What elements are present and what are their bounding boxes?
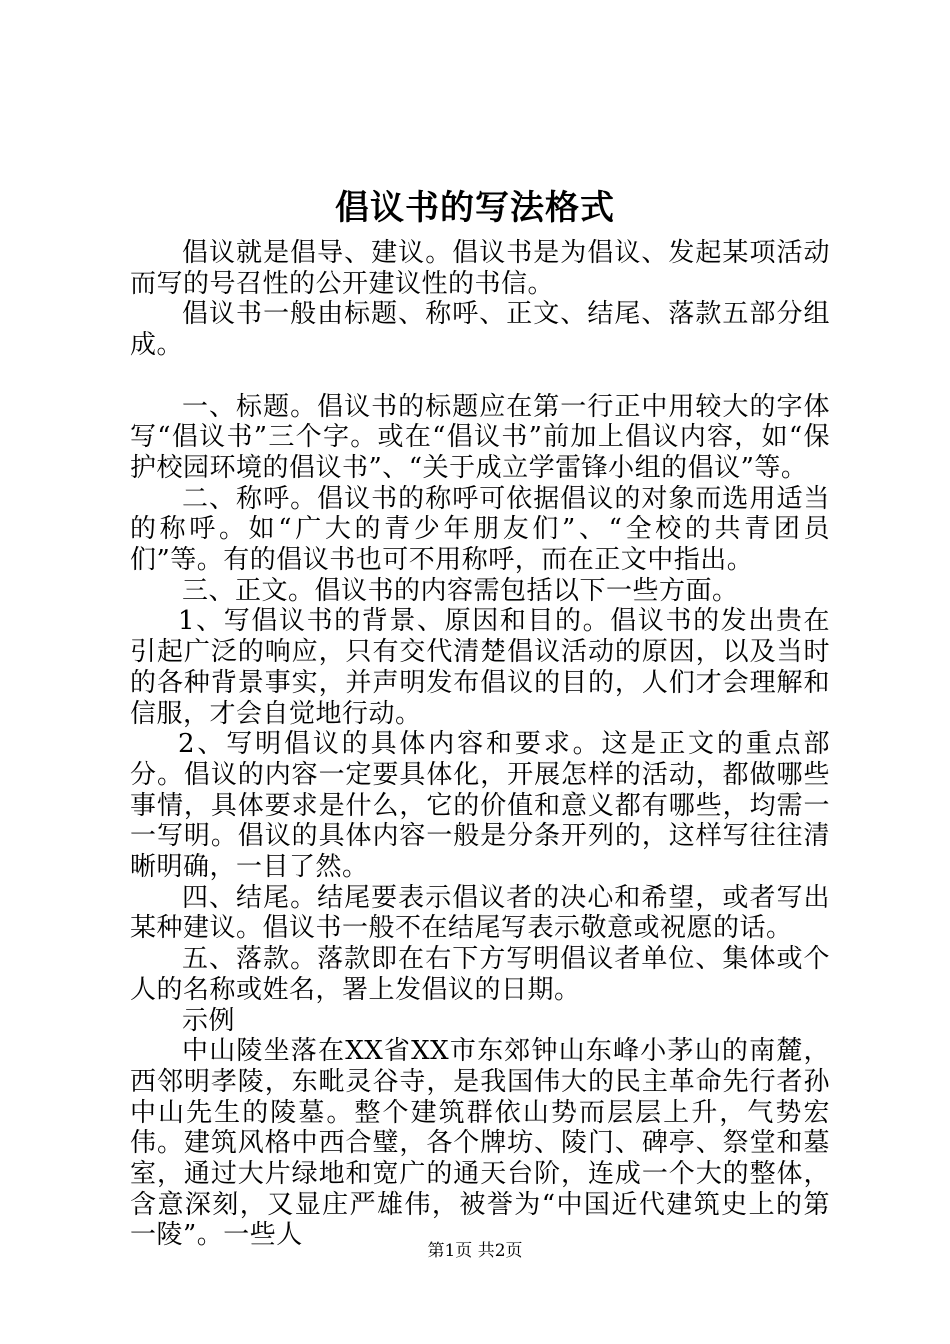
paragraph-section-salutation: 二、称呼。倡议书的称呼可依据倡议的对象而选用适当的称呼。如“广大的青少年朋友们”、“全校的共青团员们”等。有的倡议书也可不用称呼，而在正文中指出。	[130, 483, 830, 576]
paragraph-section-title: 一、标题。倡议书的标题应在第一行正中用较大的字体写“倡议书”三个字。或在“倡议书”前加上倡议内容，如“保护校园环境的倡议书”、“关于成立学雷锋小组的倡议”等。	[130, 391, 830, 483]
paragraph-item-background: 1、写倡议书的背景、原因和目的。倡议书的发出贵在引起广泛的响应，只有交代清楚倡议活动的原因，以及当时的各种背景事实，并声明发布倡议的目的，人们才会理解和信服，才会自觉地行动。	[130, 606, 830, 729]
document-body	[130, 238, 830, 1251]
paragraph-example-text: 中山陵坐落在XX省XX市东郊钟山东峰小茅山的南麓，西邻明孝陵，东毗灵谷寺，是我国伟大的民主革命先行者孙中山先生的陵墓。整个建筑群依山势而层层上升，气势宏伟。建筑风格中西合璧，各个牌坊、陵门、碑亭、祭堂和墓室，通过大片绿地和宽广的通天台阶，连成一个大的整体，含意深刻，又显庄严雄伟，被誉为“中国近代建筑史上的第一陵”。一些人	[130, 1036, 830, 1251]
paragraph-composition: 倡议书一般由标题、称呼、正文、结尾、落款五部分组成。	[130, 299, 830, 361]
paragraph-section-signature: 五、落款。落款即在右下方写明倡议者单位、集体或个人的名称或姓名，署上发倡议的日期。	[130, 944, 830, 1005]
document-title: 倡议书的写法格式	[335, 188, 615, 228]
paragraph-section-body: 三、正文。倡议书的内容需包括以下一些方面。	[182, 575, 739, 606]
paragraph-item-content: 2、写明倡议的具体内容和要求。这是正文的重点部分。倡议的内容一定要具体化，开展怎样的活动，都做哪些事情，具体要求是什么，它的价值和意义都有哪些，均需一一写明。倡议的具体内容一般是分条开列的，这样写往往清晰明确，一目了然。	[130, 729, 830, 883]
paragraph-example-label: 示例	[182, 1005, 236, 1036]
paragraph-intro: 倡议就是倡导、建议。倡议书是为倡议、发起某项活动而写的号召性的公开建议性的书信。	[130, 238, 830, 299]
page-number: 第1页 共2页	[427, 1241, 523, 1261]
blank-line	[130, 361, 830, 392]
paragraph-section-ending: 四、结尾。结尾要表示倡议者的决心和希望，或者写出某种建议。倡议书一般不在结尾写表示敬意或祝愿的话。	[130, 882, 830, 944]
